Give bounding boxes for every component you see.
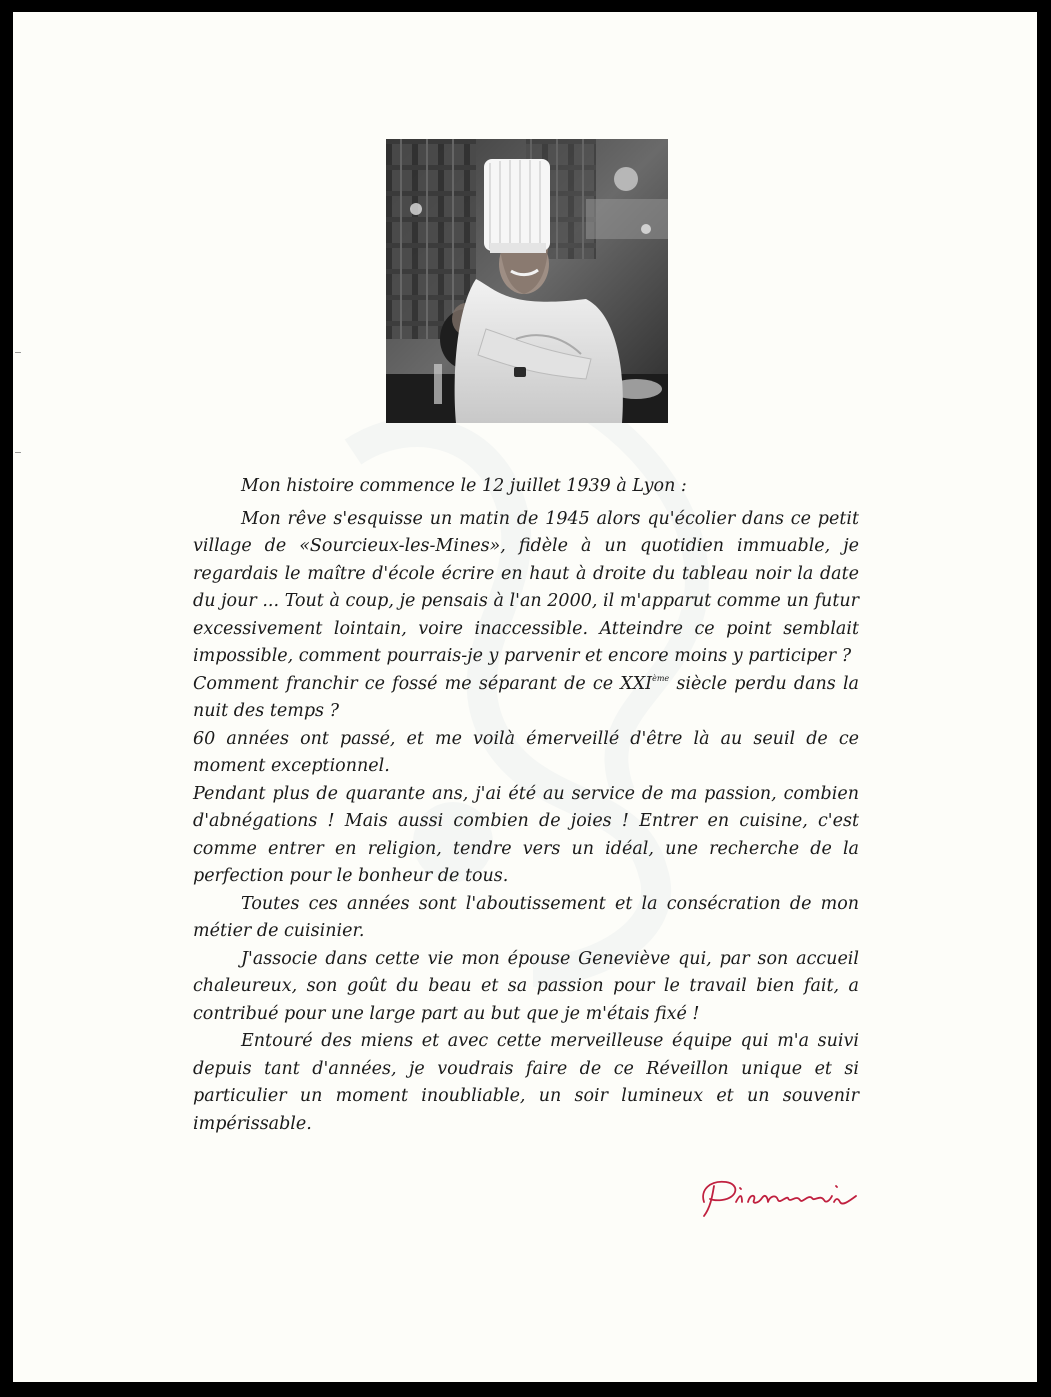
letter-paragraph <box>193 671 859 726</box>
letter-body <box>193 473 859 1138</box>
letter-paragraph: Toutes ces années sont l'aboutissement et la consécration de mon métier de cuisinier. <box>193 893 859 941</box>
letter-paragraph: Mon histoire commence le 12 juillet 1939 à Lyon : <box>241 476 687 496</box>
margin-mark <box>15 452 21 453</box>
superscript: ème <box>652 673 670 683</box>
letter-paragraph: Mon rêve s'esquisse un matin de 1945 alors qu'écolier dans ce petit village de «Sourcieux-les-Mines», fidèle à un quotidien immuable, je regardais le maître d'école écrire en haut à droite du tableau noir la date du jour ... Tout à coup, je pensais à l'an 2000, il m'apparut comme un futur excessivement lointain, voire inaccessible. Atteindre ce point semblait impossible, comment pourrais-je y parvenir et encore moins y participer ? <box>193 508 859 666</box>
letter-page <box>13 12 1037 1382</box>
chef-photo <box>386 139 668 423</box>
letter-text: Comment franchir ce fossé me séparant de ce XXI <box>193 673 653 694</box>
handwritten-signature <box>696 1172 876 1222</box>
margin-mark <box>15 352 21 353</box>
letter-paragraph: 60 années ont passé, et me voilà émerveillé d'être là au seuil de ce moment exceptionnel. <box>193 728 859 776</box>
letter-paragraph: Pendant plus de quarante ans, j'ai été au service de ma passion, combien d'abnégations ! Mais aussi combien de joies ! Entrer en cuisine, c'est comme entrer en religion, tendre vers un idéal, une recherche de la perfection pour le bonheur de tous. <box>193 783 859 886</box>
letter-paragraph: J'associe dans cette vie mon épouse Geneviève qui, par son accueil chaleureux, son goût du beau et sa passion pour le travail bien fait, a contribué pour une large part au but que je m'étais fixé ! <box>193 948 859 1024</box>
letter-text: siècle perdu dans la nuit des temps ? <box>193 673 859 721</box>
letter-paragraph: Entouré des miens et avec cette merveilleuse équipe qui m'a suivi depuis tant d'années, je voudrais faire de ce Réveillon unique et si particulier un moment inoubliable, un soir lumineux et un souvenir impérissable. <box>193 1031 859 1134</box>
